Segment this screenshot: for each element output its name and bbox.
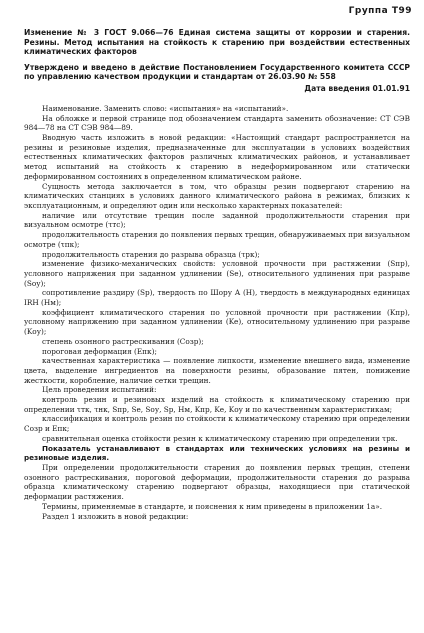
paragraph: Термины, применяемые в стандарте, и пояснения к ним приведены в приложении 1а».: [42, 501, 383, 511]
paragraph: При определении продолжительности старения до появления первых трещин, степени озонного растрескивания, пороговой деформации, продолжительности старения до разрыва образца климатическому старению подвергают образцы, находящиеся при статической деформации растяжения.: [24, 462, 410, 502]
paragraph: качественная характеристика — появление липкости, изменение внешнего вида, изменение цвета, выделение ингредиентов на поверхности резины, образование пятен, понижение жесткости, коробление, наличие сетки трещин.: [24, 356, 410, 385]
document-body: [24, 28, 410, 521]
paragraph: Вводную часть изложить в новой редакции: «Настоящий стандарт распространяется на резины и резиновые изделия, предназначенные для эксплуатации в условиях воздействия естественных климатических факторов различных климатических районов, и устанавливает метод испытаний на стойкость к старению в недеформированном или статически деформированном состояниях в определенном климатическом районе.: [24, 133, 410, 181]
paragraph: сопротивление раздиру (Sр), твердость по Шору А (H), твердость в международных единицах IRН (Hм);: [24, 288, 410, 308]
paragraph: сравнительная оценка стойкости резин к климатическому старению при определении τрк.: [42, 433, 398, 443]
paragraph: Сущность метода заключается в том, что образцы резин подвергают старению на климатических станциях в условиях данного климатического района в режимах, близких к эксплуатационным, и определяют один или несколько характерных показателей:: [24, 181, 410, 210]
paragraph-bold: Показатель устанавливают в стандартах или технических условиях на резины и резиновые изделия.: [24, 443, 410, 463]
amendment-heading: Изменение № 3 ГОСТ 9.066—76 Единая система защиты от коррозии и старения. Резины. Метод испытания на стойкость к старению при воздействии естественных климатических факторов: [24, 28, 410, 57]
paragraph: Наименование. Заменить слово: «испытания» на «испытаний».: [42, 103, 289, 113]
paragraph: Раздел 1 изложить в новой редакции:: [42, 511, 189, 521]
paragraph: На обложке и первой странице под обозначением стандарта заменить обозначение: СТ СЭВ 984—78 на СТ СЭВ 984—89.: [24, 113, 410, 133]
paragraph: продолжительность старения до разрыва образца (τрк);: [42, 249, 260, 259]
paragraph: степень озонного растрескивания (Cозр);: [42, 336, 204, 346]
paragraph: коэффициент климатического старения по условной прочности при растяжении (Kпр), условному напряжению при заданном удлинении (Ke), относительному удлинению при разрыве (Kоу);: [24, 307, 410, 337]
paragraph: изменение физико-механических свойств: условной прочности при растяжении (Sпр), условного напряжения при заданном удлинении (Se), относительного удлинения при разрыве (Sоу);: [24, 259, 410, 288]
approval-statement: Утверждено и введено в действие Постановлением Государственного комитета СССР по управлению качеством продукции и стандартам от 26.03.90 № 558: [24, 62, 410, 82]
paragraph: наличие или отсутствие трещин после заданной продолжительности старения при визуальном осмотре (τтс);: [24, 210, 410, 230]
paragraph: классификация и контроль резин по стойкости к климатическому старению при определении Созр и Eпк;: [24, 414, 410, 434]
paragraph: продолжительность старения до появления первых трещин, обнаруживаемых при визуальном осмотре (τпк);: [24, 230, 411, 249]
paragraph: Цель проведения испытаний:: [42, 385, 157, 395]
effective-date: Дата введения 01.01.91: [304, 83, 410, 93]
paragraph: контроль резин и резиновых изделий на стойкость к климатическому старению при определении τтк, τнк, Sпр, Sе, Sоу, Sр, Hм, Kпр, Kе, Kоу и по качественным характеристикам;: [24, 395, 410, 414]
group-label: Группа Т99: [348, 6, 412, 16]
paragraph: пороговая деформация (Eпк);: [42, 346, 157, 356]
